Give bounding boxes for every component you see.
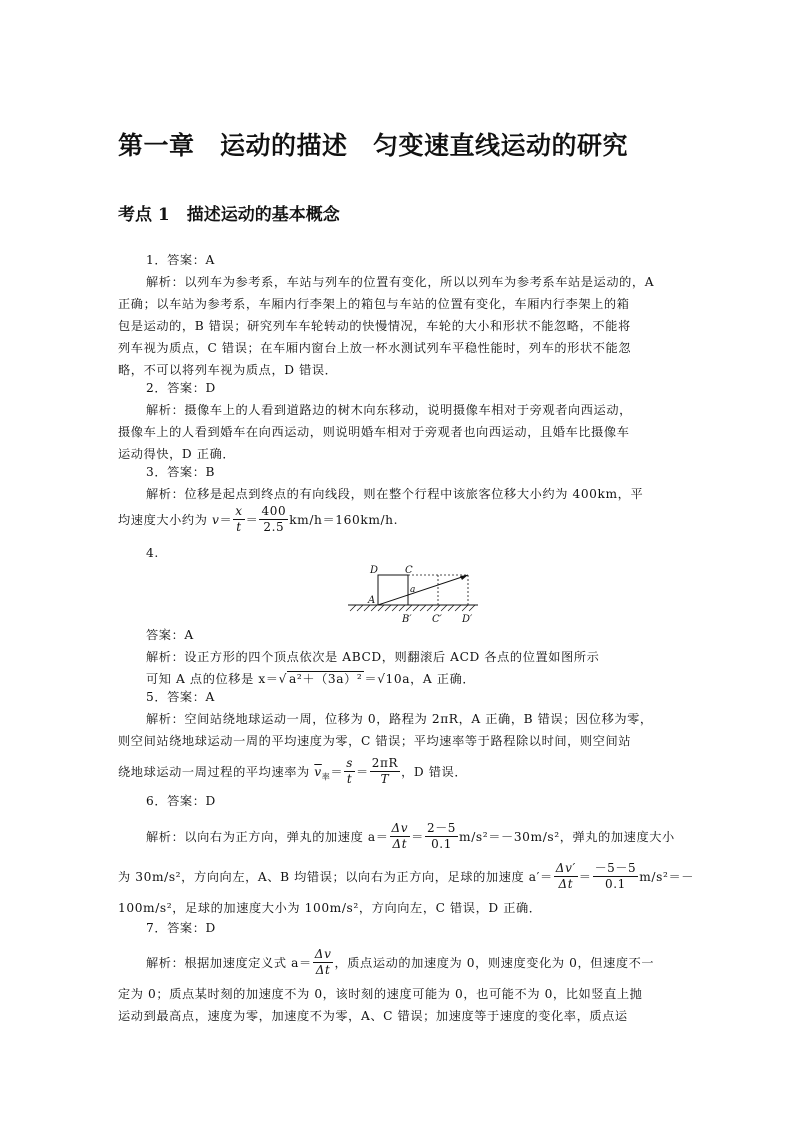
q2-answer: 2．答案：D — [146, 381, 216, 395]
q6-frac-1-den: 0.1 — [431, 837, 452, 851]
q7-line-3: 运动到最高点，速度为零，加速度不为零，A、C 错误；加速度等于速度的变化率，质点运 — [118, 1009, 628, 1023]
q3-eq-1: ＝ — [219, 513, 233, 527]
q6-line-1: 解析：以向右为正方向，弹丸的加速度 a＝ $\frac{\Delta v}{\Delta t}$ ＝ $\frac{2-5}{0.1}$ m/s²＝－30m/s²，弹丸的加速度大小 — [146, 821, 675, 851]
q3-frac-400 — [259, 504, 288, 535]
q5-line-2: 则空间站绕地球运动一周的平均速度为零，C 错误；平均速率等于路程除以时间，则空间站 — [118, 734, 632, 748]
q6-text-d: m/s²＝－ — [639, 870, 695, 884]
label-d-prime: D′ — [462, 614, 473, 625]
q5-text-b: ，D 错误． — [401, 765, 468, 779]
label-a: A — [368, 595, 376, 606]
q5-frac-2pir — [370, 756, 400, 787]
q1-line-2: 正确；以车站为参考系，车厢内行李架上的箱包与车站的位置有变化，车厢内行李架上的箱 — [118, 297, 630, 311]
q5-vbar: $\overline{v}$ — [314, 765, 322, 779]
q6-text-b: m/s²＝－30m/s²，弹丸的加速度大小 — [459, 830, 675, 844]
q4-answer: 答案：A — [146, 628, 194, 642]
q5-line-3: 绕地球运动一周过程的平均速率为 $\overline{v}_率=$ $\frac{s}{t}$ ＝ $\frac{2\pi R}{T}$ ，D 错误． — [118, 756, 468, 786]
q7-line-2: 定为 0；质点某时刻的加速度不为 0，该时刻的速度可能为 0，也可能不为 0，比如竖直上抛 — [118, 987, 643, 1001]
q7-frac-dv: Δv — [314, 947, 332, 961]
q2-line-3: 运动得快，D 正确． — [118, 447, 236, 461]
q5-frac-s-t — [344, 756, 355, 787]
q3-frac-x-t — [233, 504, 244, 535]
q6-line-2: 为 30m/s²，方向向左，A、B 均错误；以向右为正方向，足球的加速度 a′＝ $\frac{\Delta v'}{\Delta t}$ ＝ $\frac{-5-5}{0.1}$ m/s²＝－ — [118, 861, 695, 891]
q3-var-v: v — [212, 513, 220, 527]
q1-line-1: 解析：以列车为参考系，车站与列车的位置有变化，所以以列车为参考系车站是运动的，A — [146, 275, 655, 289]
q3-text-a: 均速度大小约为 — [118, 513, 208, 527]
q1-line-5: 略，不可以将列车视为质点，D 错误． — [118, 363, 338, 377]
q2-line-2: 摄像车上的人看到婚车在向西运动，则说明婚车相对于旁观者也向西运动，且婚车比摄像车 — [118, 425, 630, 439]
q6-line-3: 100m/s²，足球的加速度大小为 100m/s²，方向向左，C 错误，D 正确． — [118, 901, 542, 915]
q5-frac-2pir-num: 2πR — [371, 756, 399, 770]
q3-line-1: 解析：位移是起点到终点的有向线段，则在整个行程中该旅客位移大小约为 400km，平 — [146, 487, 644, 501]
q5-frac-s: s — [346, 756, 353, 770]
q3-eq-2: ＝ — [245, 513, 259, 527]
q6-frac-2 — [593, 861, 639, 892]
q3-frac-t: t — [236, 520, 242, 534]
displacement-line — [378, 575, 468, 605]
q6-frac-2-den: 0.1 — [604, 877, 626, 891]
q3-frac-400-den: 2.5 — [263, 520, 285, 534]
label-c: C — [405, 565, 413, 576]
chapter-title: 第一章 运动的描述 匀变速直线运动的研究 — [118, 131, 629, 160]
q3-frac-x: x — [235, 504, 243, 518]
q5-text-a: 绕地球运动一周过程的平均速率为 — [118, 765, 310, 779]
q6-frac-1 — [425, 821, 458, 852]
q6-frac-dt2: Δt — [558, 877, 574, 891]
q7-frac-dv-dt — [313, 947, 334, 978]
q3-line-2 — [118, 505, 398, 536]
q1-line-3: 包是运动的，B 错误；研究列车车轮转动的快慢情况，车轮的大小和形状不能忽略，不能将 — [118, 319, 631, 333]
section-title: 考点 1 描述运动的基本概念 — [118, 205, 340, 225]
q7-text-b: ，质点运动的加速度为 0，则速度变化为 0，但速度不一 — [334, 956, 655, 970]
q5-frac-t: t — [346, 772, 353, 786]
q5-vbar-sub: 率 — [321, 772, 331, 782]
q3-answer: 3．答案：B — [146, 465, 216, 479]
q4-text-a: 可知 A 点的位移是 x＝ — [146, 672, 279, 686]
q6-frac-1-num: 2－5 — [426, 821, 457, 835]
q7-line-1 — [146, 948, 654, 979]
q3-text-b: km/h＝160km/h. — [289, 513, 399, 527]
q6-frac-dt: Δt — [392, 837, 408, 851]
q7-text-a: 解析：根据加速度定义式 a＝ — [146, 956, 312, 970]
q6-text-a: 解析：以向右为正方向，弹丸的加速度 a＝ — [146, 830, 389, 844]
q4-number: 4. — [146, 546, 159, 560]
q1-answer: 1．答案：A — [146, 253, 215, 267]
label-c-prime: C′ — [432, 614, 442, 625]
q6-frac-dv2: Δv′ — [555, 861, 576, 875]
q5-line-1: 解析：空间站绕地球运动一周，位移为 0，路程为 2πR，A 正确，B 错误；因位移为零， — [146, 712, 653, 726]
q1-line-4: 列车视为质点，C 错误；在车厢内窗台上放一杯水测试列车平稳性能时，列车的形状不能忽 — [118, 341, 632, 355]
q6-answer: 6．答案：D — [146, 794, 216, 808]
q2-line-1: 解析：摄像车上的人看到道路边的树木向东移动，说明摄像车相对于旁观者向西运动， — [146, 403, 632, 417]
q7-frac-dt: Δt — [315, 963, 331, 977]
q4-sqrt-body: a²＋（3a）² — [288, 672, 363, 686]
q4-line-1: 解析：设正方形的四个顶点依次是 ABCD，则翻滚后 ACD 各点的位置如图所示 — [146, 650, 600, 664]
q5-answer: 5．答案：A — [146, 690, 215, 704]
q7-answer: 7．答案：D — [146, 921, 216, 935]
q6-text-c: 为 30m/s²，方向向左，A、B 均错误；以向右为正方向，足球的加速度 a′＝ — [118, 870, 553, 884]
q4-text-b: ＝√10a，A 正确． — [364, 672, 476, 686]
q6-frac-dv: Δv — [391, 821, 409, 835]
q6-frac-dv-dt — [390, 821, 411, 852]
q4-square-roll-diagram — [344, 560, 480, 638]
q3-frac-400-num: 400 — [261, 504, 287, 518]
q5-frac-2pir-den: T — [380, 772, 390, 786]
displacement-arrowhead — [460, 575, 468, 580]
q4-line-2: 可知 A 点的位移是 x＝√ a²＋（3a）² ＝√10a，A 正确． — [146, 672, 476, 686]
label-d: D — [370, 565, 379, 576]
label-side-a: a — [410, 585, 416, 595]
q6-frac-dv2-dt — [554, 861, 578, 892]
q6-frac-2-num: －5－5 — [594, 861, 637, 875]
label-b-prime: B′ — [402, 614, 412, 625]
